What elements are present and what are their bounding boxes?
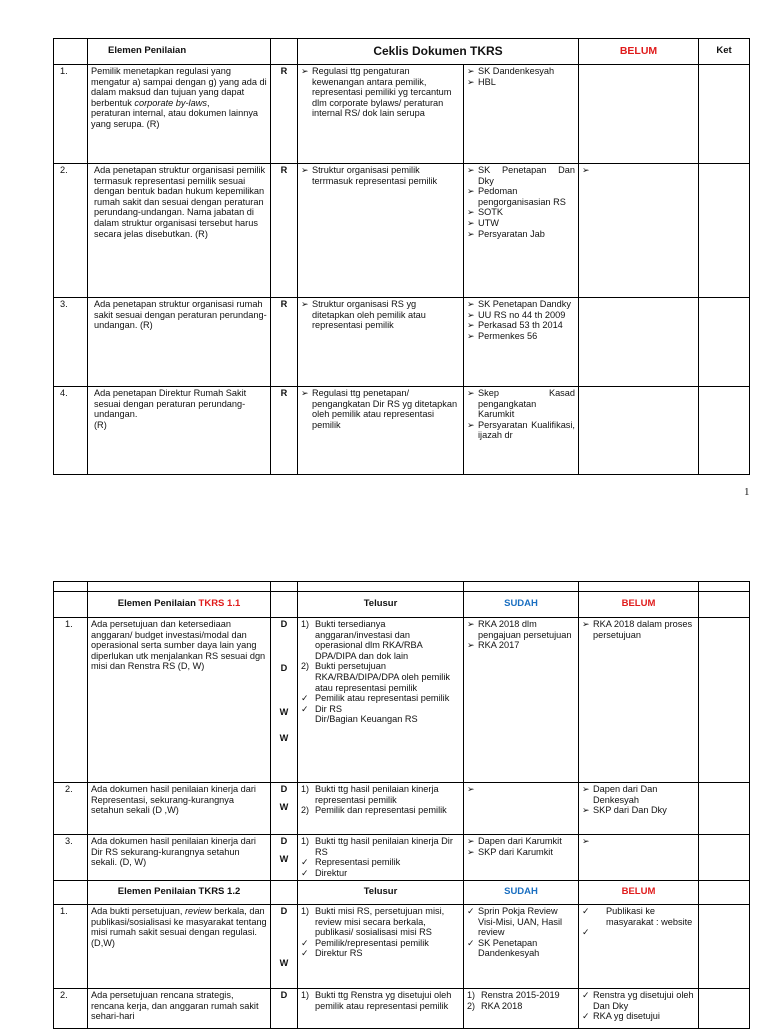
sudah-cell [464, 783, 579, 835]
empty-cell [699, 881, 750, 905]
elemen-text-part: Ada bukti persetujuan, [91, 906, 185, 916]
list-item: Dir/Bagian Keuangan RS [315, 714, 418, 725]
empty-cell [464, 582, 579, 592]
row-number: 2. [54, 164, 88, 298]
list-item: ➢ RKA 2018 dalam proses persetujuan [582, 619, 695, 640]
page-number: 1 [744, 486, 750, 498]
list-item: ✓ Pemilik atau representasi pemilik [301, 693, 460, 704]
list-item: 1) Bukti ttg Renstra yg disetujui oleh pemilik atau representasi pemilik [301, 990, 460, 1011]
elemen-text-part: , [206, 97, 210, 108]
row-number: 2. [54, 989, 88, 1029]
belum-cell [579, 65, 699, 164]
doc-codes [271, 835, 298, 881]
telusur-cell [298, 65, 464, 164]
row-number: 3. [54, 835, 88, 881]
list-item: ➢ Persyaratan Jab [467, 229, 575, 240]
doc-code: W [279, 733, 289, 743]
sudah-cell [464, 65, 579, 164]
elemen-text-part: peraturan internal, atau dokumen lainnya yang serupa. (R) [91, 108, 259, 129]
list-item: ➢ UU RS no 44 th 2009 [467, 310, 575, 321]
sudah-cell [464, 164, 579, 298]
belum-cell [579, 989, 699, 1029]
table-row [54, 298, 750, 387]
list-item: ➢ SK Penetapan Dan Dky [467, 165, 575, 186]
list-item: ✓ Representasi pemilik [301, 857, 460, 868]
header-belum: BELUM [579, 39, 699, 65]
elemen-text-part: Pemilik menetapkan regulasi yang mengatur a) sampai dengan g) yang ada di dalam maksud dan tujuan yang dapat berbentuk [91, 66, 267, 108]
list-item: 1) Bukti ttg hasil penilaian kinerja Dir RS [301, 836, 460, 857]
elemen-text: Ada dokumen hasil penilaian kinerja dari Dir RS sekurang-kurangnya setahun sekali. (D, W) [88, 835, 271, 881]
telusur-cell [298, 387, 464, 475]
header-sudah: SUDAH [464, 881, 579, 905]
header-elemen-label: Elemen Penilaian [117, 598, 199, 610]
belum-cell [579, 298, 699, 387]
table-row [54, 387, 750, 475]
belum-cell [579, 783, 699, 835]
doc-codes [271, 905, 298, 989]
list-item: ➢ RKA 2017 [467, 640, 575, 651]
doc-code: W [279, 802, 289, 812]
list-item: ✓ Direktur [301, 868, 460, 879]
telusur-cell [298, 618, 464, 783]
list-item: ✓ RKA yg disetujui [582, 1011, 695, 1022]
list-item: ✓ Direktur RS [301, 948, 460, 959]
telusur-cell [298, 164, 464, 298]
header-belum: BELUM [579, 881, 699, 905]
elemen-text-part: Ada penetapan Direktur Rumah Sakit sesuai dengan peraturan perundang-undangan. [94, 388, 247, 420]
belum-cell [579, 835, 699, 881]
list-item: ➢ UTW [467, 218, 575, 229]
doc-codes [271, 783, 298, 835]
doc-code: R [271, 387, 298, 475]
list-item: ➢ Skep Kasad pengangkatan Karumkit [467, 388, 575, 420]
header-sudah: SUDAH [464, 592, 579, 618]
doc-code: W [279, 707, 289, 717]
sudah-cell [464, 989, 579, 1029]
table-row [54, 905, 750, 989]
empty-cell [699, 989, 750, 1029]
table-row [54, 989, 750, 1029]
empty-cell [699, 592, 750, 618]
header-telusur: Telusur [298, 592, 464, 618]
belum-cell [579, 618, 699, 783]
row-number: 2. [54, 783, 88, 835]
header-no-cell [54, 39, 88, 65]
list-item: ✓ Pemilik/representasi pemilik [301, 938, 460, 949]
list-item: 1) Bukti tersedianya anggaran/investasi dan operasional dlm RKA/RBA DPA/DIPA dan dok lain [301, 619, 460, 661]
row-number: 1. [54, 905, 88, 989]
sudah-cell [464, 835, 579, 881]
list-item: ➢ Regulasi ttg pengaturan kewenangan antara pemilik, representasi pemiliki yg tercantum dlm corporate bylaws/ peraturan internal RS/ dok lain serupa [301, 66, 460, 119]
list-item: ➢ RKA 2018 dlm pengajuan persetujuan [467, 619, 575, 640]
table-row [54, 783, 750, 835]
telusur-cell [298, 835, 464, 881]
row-number: 4. [54, 387, 88, 475]
header-elemen-tkrs-1-1 [88, 592, 271, 618]
list-item: ✓ Dir RS [301, 704, 460, 715]
doc-code: D [280, 663, 288, 673]
list-item: ➢ Pedoman pengorganisasian RS [467, 186, 575, 207]
row-number: 1. [54, 65, 88, 164]
elemen-text [88, 65, 271, 164]
empty-cell [271, 592, 298, 618]
empty-cell [88, 582, 271, 592]
empty-cell [298, 582, 464, 592]
ket-cell [699, 164, 750, 298]
sudah-cell [464, 387, 579, 475]
elemen-text-part: berkala, dan publikasi/sosialisasi ke masyarakat tentang misi rumah sakit sesuai dengan regulasi. (D,W) [91, 906, 267, 948]
elemen-text [88, 905, 271, 989]
empty-cell [699, 618, 750, 783]
list-item: ➢ SK Penetapan Dandky [467, 299, 575, 310]
belum-cell [579, 164, 699, 298]
belum-cell [579, 905, 699, 989]
list-item: ➢ HBL [467, 77, 575, 88]
row-number: 1. [54, 618, 88, 783]
elemen-text: Ada dokumen hasil penilaian kinerja dari Representasi, sekurang-kurangnya setahun sekali (D ,W) [88, 783, 271, 835]
list-item: 2) Bukti persetujuan RKA/RBA/DIPA/DPA oleh pemilik atau representasi pemilik [301, 661, 460, 693]
doc-code: R [271, 65, 298, 164]
list-item: ➢ Perkasad 53 th 2014 [467, 320, 575, 331]
assessment-table-tkrs-1 [53, 581, 750, 1029]
section-header-row [54, 592, 750, 618]
list-item: ➢ Permenkes 56 [467, 331, 575, 342]
table-row [54, 835, 750, 881]
sudah-cell [464, 618, 579, 783]
empty-cell [54, 592, 88, 618]
list-item: ➢ Struktur organisasi pemilik terrmasuk representasi pemilik [301, 165, 460, 186]
empty-cell [271, 582, 298, 592]
telusur-cell [298, 989, 464, 1029]
header-belum: BELUM [579, 592, 699, 618]
empty-cell [271, 881, 298, 905]
doc-code: D [271, 989, 298, 1029]
list-item: 2) RKA 2018 [467, 1001, 575, 1012]
telusur-cell [298, 783, 464, 835]
list-item: ➢ Dapen dari Karumkit [467, 836, 575, 847]
elemen-text: Ada persetujuan dan ketersediaan anggaran/ budget investasi/modal dan operasional serta sumber daya lain yang diperlukan utk menjalankan RS sesuai dgn misi dan Renstra RS (D, W) [88, 618, 271, 783]
doc-code: D [280, 836, 288, 846]
table1-header-row [54, 39, 750, 65]
empty-cell [699, 783, 750, 835]
list-item: ➢ Regulasi ttg penetapan/ pengangkatan Dir RS yg ditetapkan oleh pemilik atau representasi pemilik [301, 388, 460, 430]
section-header-row [54, 881, 750, 905]
list-item: ✓ Sprin Pokja Review Visi-Misi, UAN, Hasil review [467, 906, 575, 938]
list-item: ➢ SKP dari Dan Dky [582, 805, 695, 816]
elemen-text: Ada persetujuan rencana strategis, rencana kerja, dan anggaran rumah sakit sehari-hari [88, 989, 271, 1029]
table1-title: Ceklis Dokumen TKRS [298, 39, 579, 65]
empty-cell [54, 582, 88, 592]
doc-code: W [279, 958, 289, 968]
list-item: ✓ SK Penetapan Dandenkesyah [467, 938, 575, 959]
list-item: 1) Renstra 2015-2019 [467, 990, 575, 1001]
table-row [54, 65, 750, 164]
header-elemen-tkrs-1-2: Elemen Penilaian TKRS 1.2 [88, 881, 271, 905]
empty-cell [699, 905, 750, 989]
list-item: ➢ Dapen dari Dan Denkesyah [582, 784, 695, 805]
belum-cell [579, 387, 699, 475]
list-item: ➢ SK Dandenkesyah [467, 66, 575, 77]
list-item: 2) Pemilik dan representasi pemilik [301, 805, 460, 816]
header-elemen: Elemen Penilaian [88, 39, 271, 65]
empty-cell [579, 582, 699, 592]
doc-code: D [280, 619, 288, 629]
list-item: 1) Bukti ttg hasil penilaian kinerja representasi pemilik [301, 784, 460, 805]
sudah-cell [464, 905, 579, 989]
list-item: ➢ Persyaratan Kualifikasi, ijazah dr [467, 420, 575, 441]
table-row [54, 618, 750, 783]
doc-code: R [271, 298, 298, 387]
list-item: 1) Bukti misi RS, persetujuan misi, review misi secara berkala, publikasi/ sosialisasi misi RS [301, 906, 460, 938]
elemen-text [88, 387, 271, 475]
ket-cell [699, 65, 750, 164]
elemen-text: Ada penetapan struktur organisasi pemilik termasuk representasi pemilik sesuai dengan bentuk badan hukum kepemilikan rumah sakit dan sesuai dengan peraturan perundang-undangan. Nama jabatan di dalam struktur organisasi tersebut harus secara jelas disebutkan. (R) [88, 164, 271, 298]
empty-cell [699, 835, 750, 881]
list-item: ✓ Publikasi ke masyarakat : website [582, 906, 695, 927]
spacer-row [54, 582, 750, 592]
table-row [54, 164, 750, 298]
doc-code: D [280, 784, 288, 794]
header-code-cell [271, 39, 298, 65]
doc-code: R [271, 164, 298, 298]
doc-code: D [280, 906, 288, 916]
elemen-text-italic: corporate by-laws [134, 97, 207, 108]
elemen-text-italic: review [184, 906, 212, 916]
row-number: 3. [54, 298, 88, 387]
doc-code: W [279, 854, 289, 864]
elemen-text-part: (R) [94, 419, 107, 430]
doc-codes [271, 618, 298, 783]
telusur-cell [298, 905, 464, 989]
ket-cell [699, 298, 750, 387]
empty-cell [54, 881, 88, 905]
empty-cell [699, 582, 750, 592]
header-elemen-code: TKRS 1.1 [198, 598, 241, 610]
ket-cell [699, 387, 750, 475]
list-item: ➢ SKP dari Karumkit [467, 847, 575, 858]
list-item: ➢ Struktur organisasi RS yg ditetapkan oleh pemilik atau representasi pemilik [301, 299, 460, 331]
header-telusur: Telusur [298, 881, 464, 905]
sudah-cell [464, 298, 579, 387]
list-item: ✓ Renstra yg disetujui oleh Dan Dky [582, 990, 695, 1011]
list-item: ➢ SOTK [467, 207, 575, 218]
telusur-cell [298, 298, 464, 387]
checklist-table-tkrs [53, 38, 750, 475]
elemen-text: Ada penetapan struktur organisasi rumah sakit sesuai dengan peraturan perundang-undangan. (R) [88, 298, 271, 387]
header-ket: Ket [699, 39, 750, 65]
